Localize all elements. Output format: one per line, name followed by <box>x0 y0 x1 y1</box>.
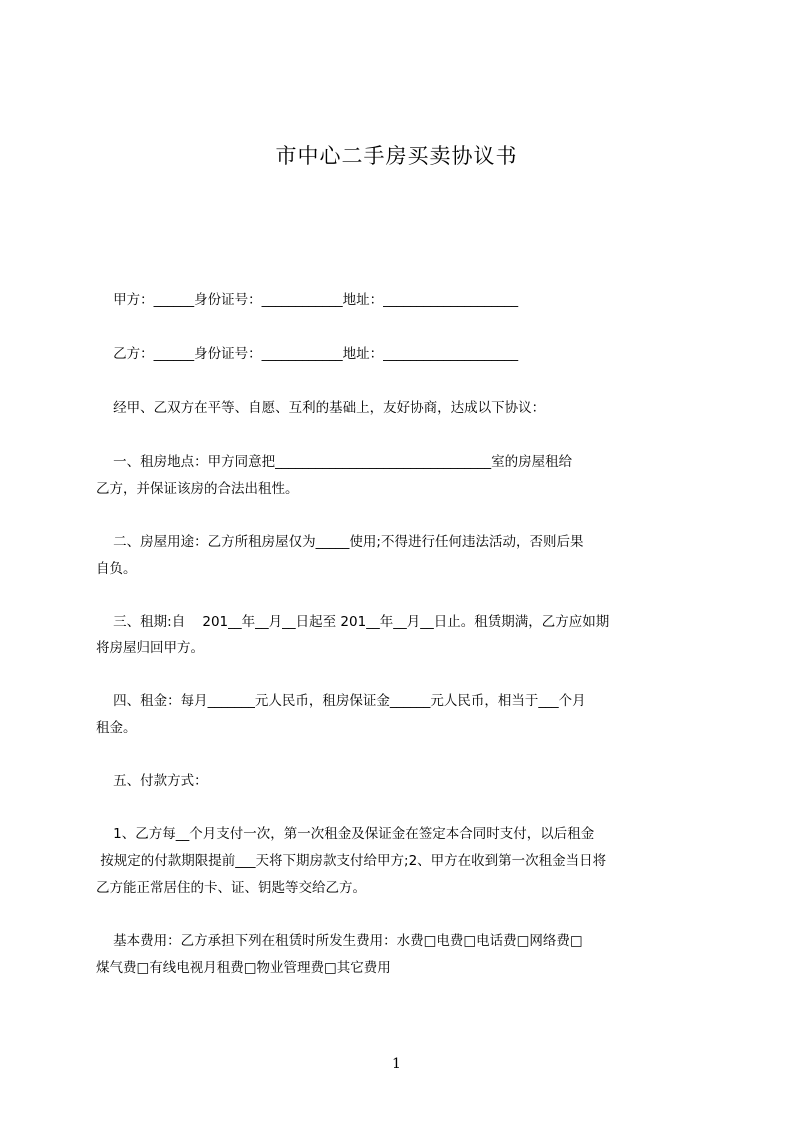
clause-4-line-2: 租金。 <box>96 720 137 736</box>
clause-2-line-1: 二、房屋用途：乙方所租房屋仅为_____使用;不得进行任何违法活动，否则后果 <box>96 534 584 550</box>
document-title: 市中心二手房买卖协议书 <box>275 144 518 168</box>
clause-3-line-1: 三、租期:自 201__年__月__日起至 201__年__月__日止。租赁期满，乙方应如期 <box>96 614 610 630</box>
preamble-line: 经甲、乙双方在平等、自愿、互利的基础上，友好协商，达成以下协议： <box>96 400 546 416</box>
payment-line-2: 按规定的付款期限提前___天将下期房款支付给甲方;2、甲方在收到第一次租金当日将 <box>96 853 607 869</box>
party-a-line: 甲方：______身份证号：____________地址：____________________ <box>96 292 519 308</box>
clause-2-line-2: 自负。 <box>96 561 137 577</box>
clause-5-heading: 五、付款方式： <box>96 773 208 789</box>
clause-3-line-2: 将房屋归回甲方。 <box>96 640 204 656</box>
clause-1-line-2: 乙方，并保证该房的合法出租性。 <box>96 481 299 497</box>
clause-4-line-1: 四、租金：每月_______元人民币，租房保证金______元人民币，相当于___个月 <box>96 693 586 709</box>
fees-line-1: 基本费用：乙方承担下列在租赁时所发生费用：水费□电费□电话费□网络费□ <box>96 933 583 949</box>
page-number: 1 <box>392 1056 401 1072</box>
fees-line-2: 煤气费□有线电视月租费□物业管理费□其它费用 <box>96 960 391 976</box>
clause-1-line-1: 一、租房地点：甲方同意把________________________________室的房屋租给 <box>96 454 573 470</box>
payment-line-1: 1、乙方每__个月支付一次，第一次租金及保证金在签定本合同时支付，以后租金 <box>96 826 595 842</box>
payment-line-3: 乙方能正常居住的卡、证、钥匙等交给乙方。 <box>96 880 366 896</box>
party-b-line: 乙方：______身份证号：____________地址：____________________ <box>96 346 519 362</box>
